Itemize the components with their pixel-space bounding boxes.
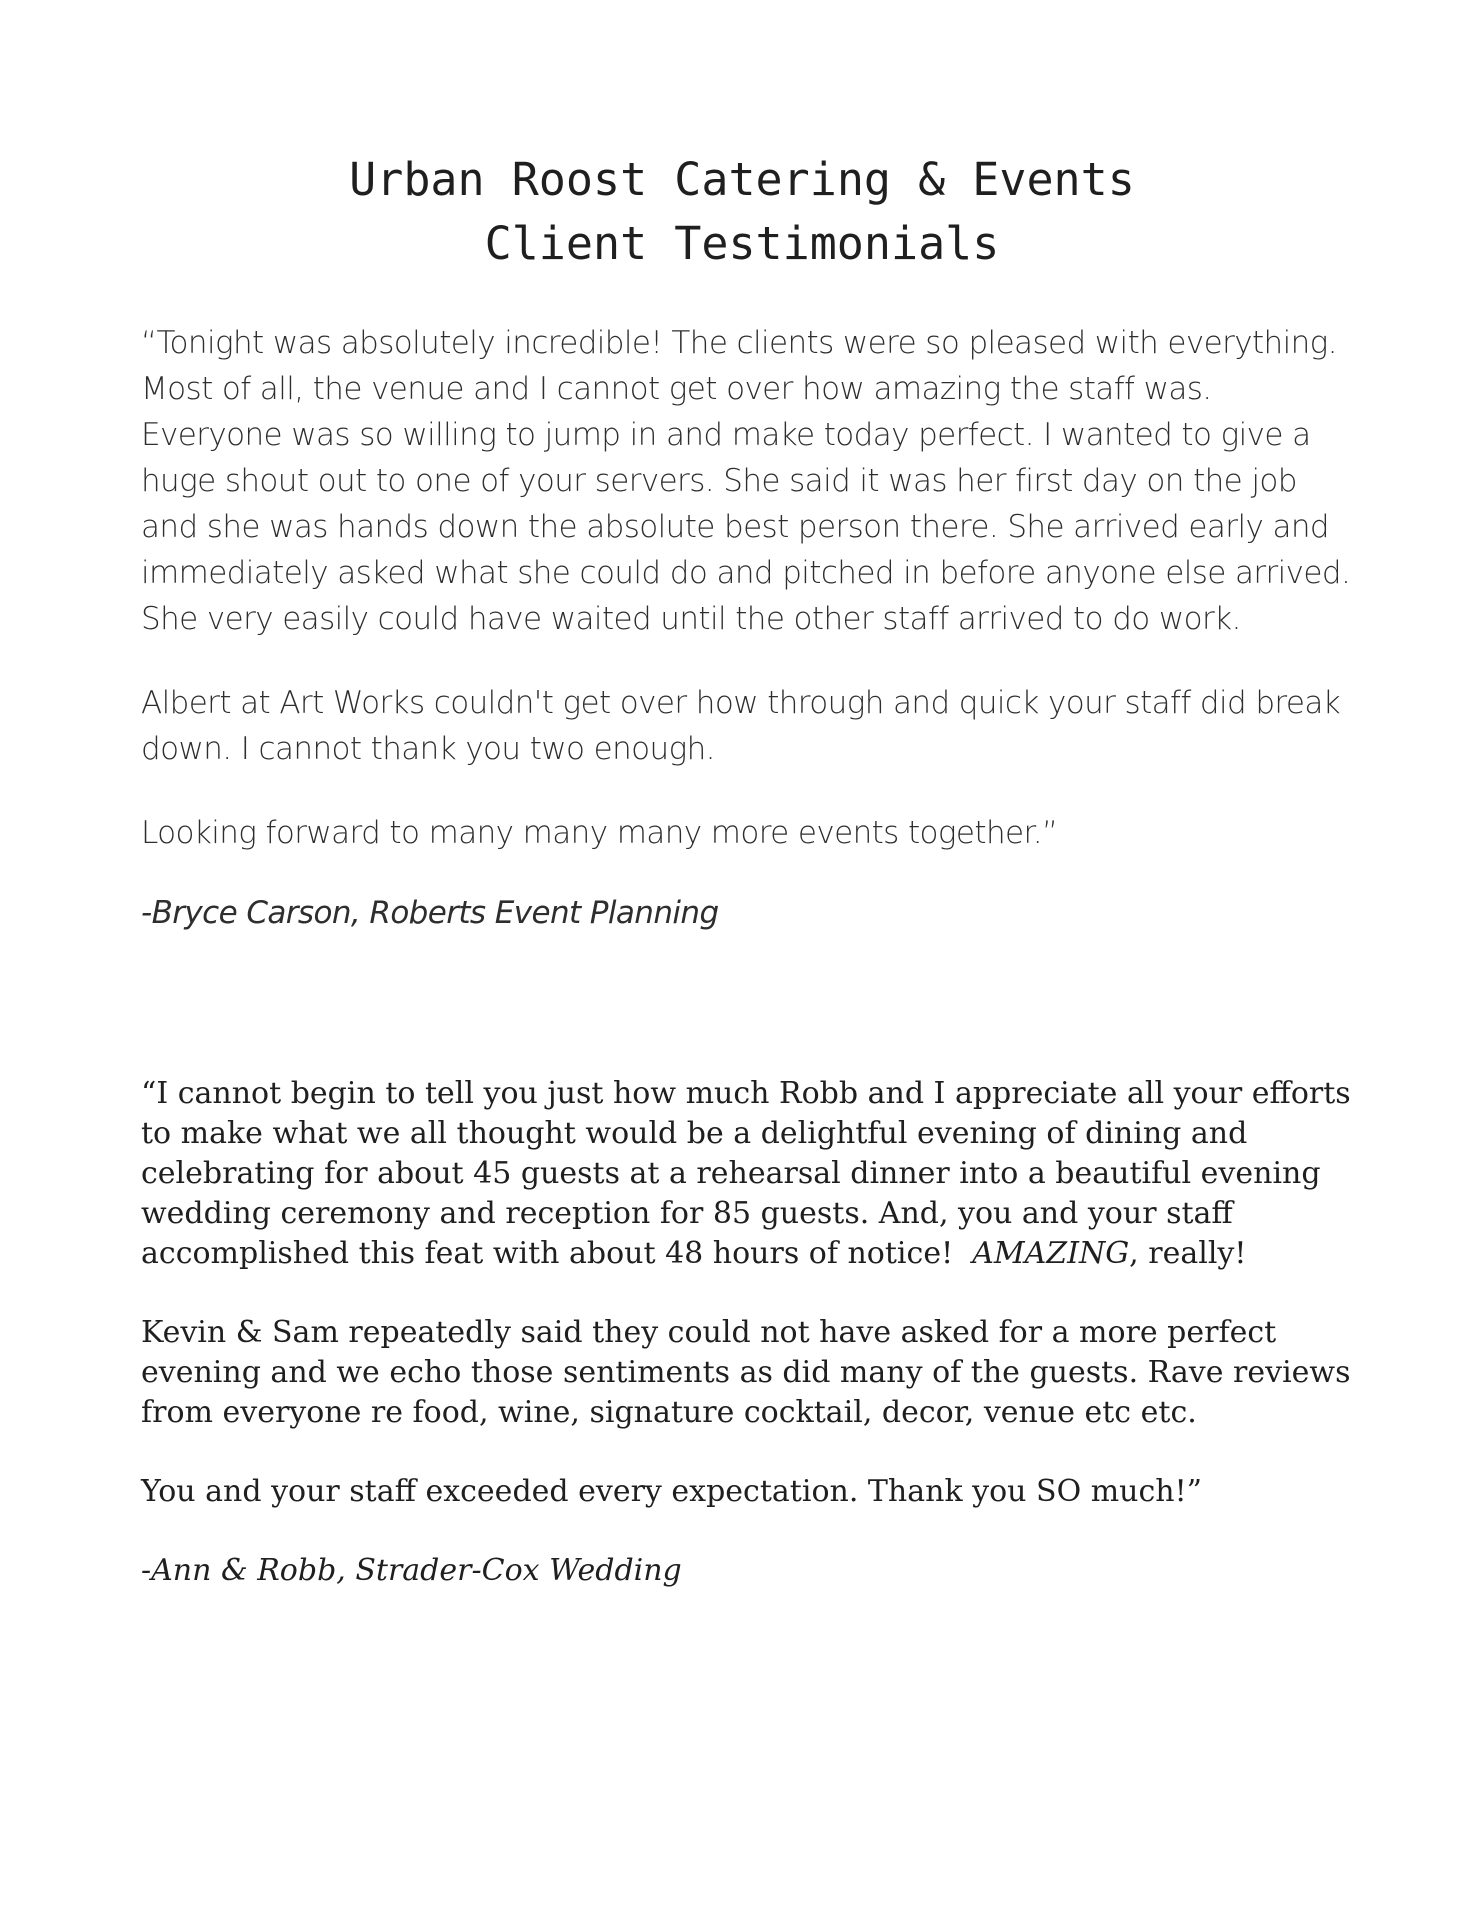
testimonial-1-paragraph-2: Albert at Art Works couldn't get over how through and quick your staff did break down. I cannot thank you two enough. <box>141 685 1341 767</box>
testimonial-2-paragraph-1-text: “I cannot begin to tell you just how much Robb and I appreciate all your efforts to make what we all thought would be a delightful evening of dining and celebrating for about 45 guests at a rehearsal dinner into a beautiful evening wedding ceremony and reception for 85 guests. And, you and your staff accomplished this feat with about 48 hours of notice! <box>141 1076 1351 1271</box>
testimonial-2-paragraph-2: Kevin & Sam repeatedly said they could not have asked for a more perfect evening and we echo those sentiments as did many of the guests. Rave reviews from everyone re food, wine, signature cocktail, decor, venue etc etc. <box>141 1315 1351 1430</box>
testimonial-1-paragraph-3: Looking forward to many many many more events together.” <box>141 815 1058 851</box>
page-title <box>0 148 1484 276</box>
testimonial-2-paragraph-1-tail: , really! <box>1129 1236 1247 1271</box>
testimonial-1-paragraph-1: “Tonight was absolutely incredible! The clients were so pleased with everything. Most of all, the venue and I cannot get over how amazing the staff was. Everyone was so willing to jump in and make today perfect. I wanted to give a huge shout out to one of your servers. She said it was her first day on the job and she was hands down the absolute best person there. She arrived early and immediately asked what she could do and pitched in before anyone else arrived. She very easily could have waited until the other staff arrived to do work. <box>141 325 1351 637</box>
title-subtitle: Client Testimonials <box>484 217 1000 270</box>
testimonial-2 <box>141 1074 1361 1591</box>
testimonial-2-paragraph-1 <box>141 1074 1361 1274</box>
testimonial-1-signature: -Bryce Carson, Roberts Event Planning <box>141 895 719 931</box>
testimonial-2-signature: -Ann & Robb, Strader-Cox Wedding <box>141 1553 682 1588</box>
title-company-name: Urban Roost Catering & Events <box>349 153 1135 206</box>
testimonial-2-paragraph-3: You and your staff exceeded every expectation. Thank you SO much!” <box>141 1474 1202 1509</box>
testimonial-1 <box>141 320 1351 936</box>
testimonial-2-emphasis: AMAZING <box>972 1236 1130 1271</box>
